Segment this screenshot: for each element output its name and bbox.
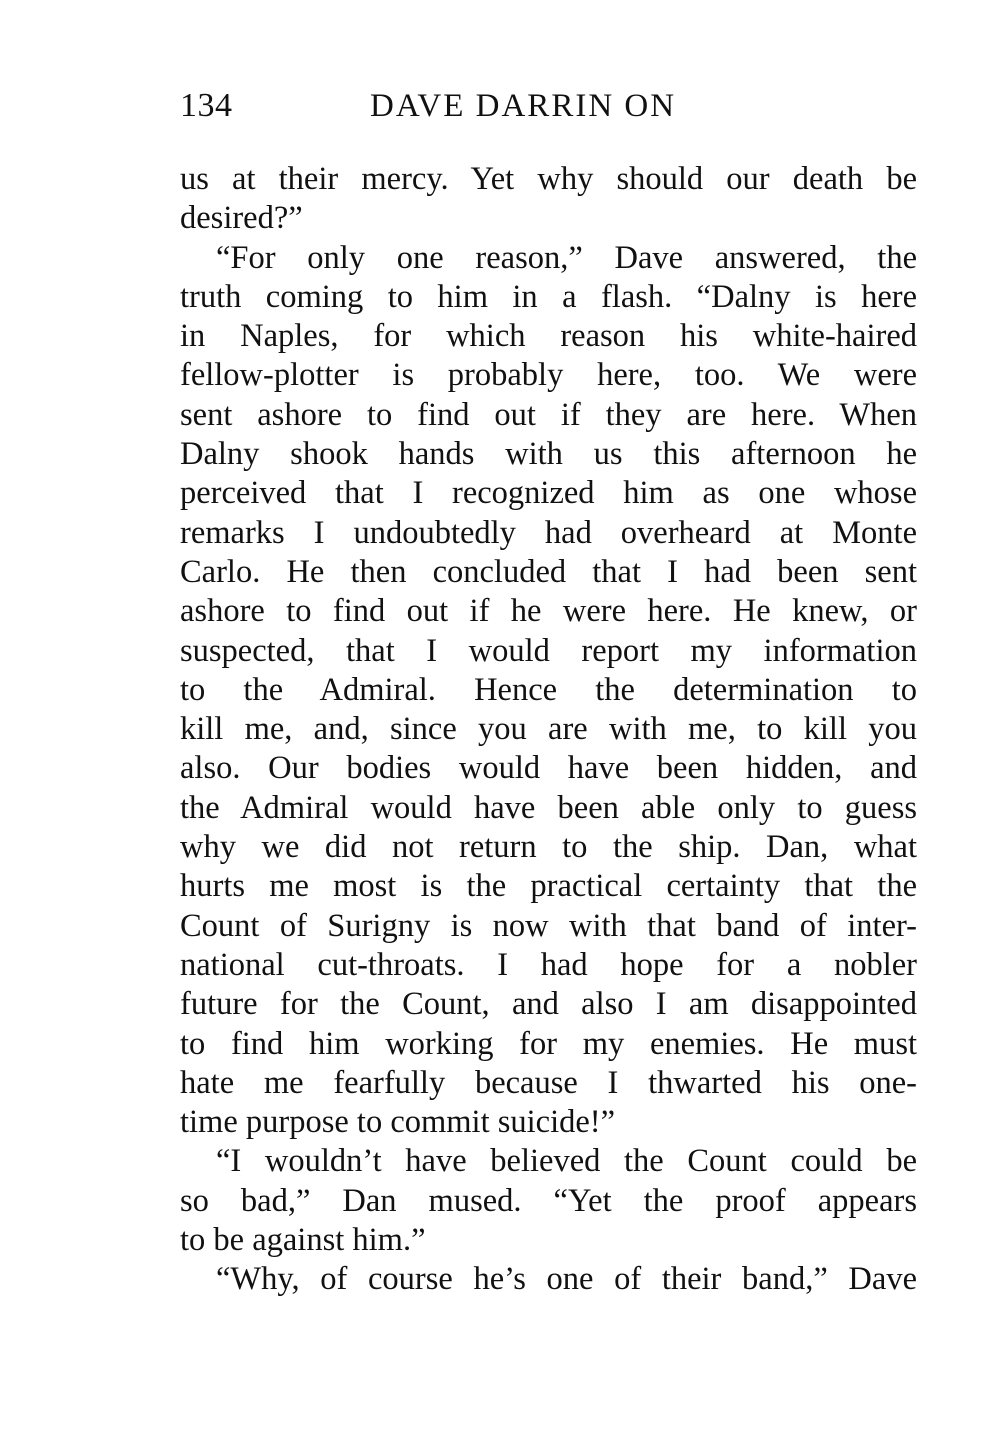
page-number: 134 xyxy=(180,87,233,124)
text-line: us at their mercy. Yet why should our death be xyxy=(180,161,917,197)
paragraph xyxy=(180,160,917,239)
text-line: fellow-plotter is probably here, too. We were xyxy=(180,357,917,394)
running-title: DAVE DARRIN ON xyxy=(370,88,677,124)
text-line: Dalny shook hands with us this afternoon he xyxy=(180,436,917,473)
paragraph xyxy=(180,239,917,1143)
text-line: perceived that I recognized him as one whose xyxy=(180,475,917,512)
text-line: ashore to find out if he were here. He knew, or xyxy=(180,593,917,630)
text-line: future for the Count, and also I am disappointed xyxy=(180,986,917,1023)
text-line: to find him working for my enemies. He must xyxy=(180,1025,917,1062)
text-line: “I wouldn’t have believed the Count could be xyxy=(216,1143,917,1180)
text-line: to the Admiral. Hence the determination to xyxy=(180,671,917,708)
running-head xyxy=(180,84,920,128)
paragraph xyxy=(180,1142,917,1260)
text-line: hurts me most is the practical certainty that the xyxy=(180,868,917,905)
body-text xyxy=(180,160,917,1300)
text-line: remarks I undoubtedly had overheard at Monte xyxy=(180,514,917,551)
paragraph xyxy=(180,1260,917,1299)
text-line: Count of Surigny is now with that band of inter- xyxy=(180,907,917,944)
text-line: in Naples, for which reason his white-haired xyxy=(180,318,917,355)
text-line: national cut-throats. I had hope for a nobler xyxy=(180,946,917,983)
text-line: sent ashore to find out if they are here. When xyxy=(180,396,917,433)
text-line: suspected, that I would report my information xyxy=(180,632,917,669)
text-line: “Why, of course he’s one of their band,” Dave xyxy=(216,1261,917,1298)
text-line: “For only one reason,” Dave answered, the xyxy=(216,239,917,276)
text-line: the Admiral would have been able only to guess xyxy=(180,789,917,826)
text-line: so bad,” Dan mused. “Yet the proof appears xyxy=(180,1182,917,1219)
text-line: Carlo. He then concluded that I had been sent xyxy=(180,553,917,590)
text-line: also. Our bodies would have been hidden, and xyxy=(180,750,917,787)
text-line: hate me fearfully because I thwarted his one- xyxy=(180,1064,917,1101)
text-line: truth coming to him in a flash. “Dalny is here xyxy=(180,278,917,315)
text-line: why we did not return to the ship. Dan, what xyxy=(180,829,917,866)
text-line: to be against him.” xyxy=(180,1222,426,1259)
text-line: time purpose to commit suicide!” xyxy=(180,1104,616,1141)
text-line: kill me, and, since you are with me, to kill you xyxy=(180,711,917,748)
text-line: desired?” xyxy=(180,200,303,237)
